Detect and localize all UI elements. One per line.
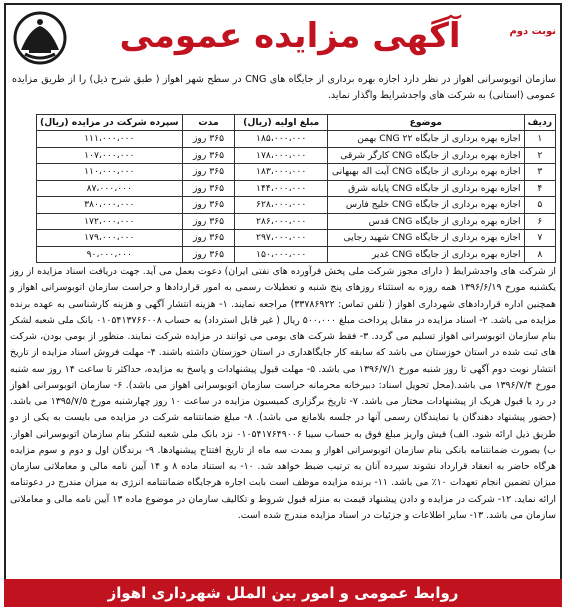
row-deposit: ۳۸۰،۰۰۰،۰۰۰ bbox=[37, 197, 183, 214]
row-subject: اجازه بهره برداری از جایگاه CNG ۲۲ بهمن bbox=[327, 131, 524, 148]
row-base-price: ۱۵۰،۰۰۰،۰۰۰ bbox=[235, 246, 327, 263]
header-cell-subject: موضوع bbox=[327, 115, 524, 131]
row-index: ۲ bbox=[524, 147, 555, 164]
terms-paragraph: از شرکت های واجدشرایط ( دارای مجوز شرکت ملی پخش فرآورده های نفتی ایران) دعوت بعمل می آید. جهت دریافت اسناد مزایده از روز یکشنبه مورخ ۱۳۹۶/۶/۱۹ همه روزه به استثناء روزهای پنج شنبه و تعطیلات رسمی به امور قراردادها و حراست سازمان اتوبوسرانی اهواز و همچنین اداره قراردادهای شهرداری اهواز ( تلفن تماس: ۳۳۷۸۶۹۲۲) مراجعه نمایند. ۱- هزینه انتشار آگهی و هزینه کارشناسی به عهده برنده مزایده می باشد. ۲- اسناد مزایده در مقابل پرداخت مبلغ ۵۰۰،۰۰۰ ریال ( غیر قابل استرداد) به حساب ۰۱۰۵۴۱۳۷۶۶۰۰۸ بانک ملی شعبه لشکر بنام سازمان اتوبوسرانی اهواز تسلیم می گردد. ۳- فقط شرکت های بومی می توانند در مزایده شرکت نمایند. منظور از بومی بودن، شرکت های ثبت شده در استان خوزستان می باشد که سابقه کار جایگاهداری در استان خوزستان داشته باشند. ۴- مهلت فروش اسناد مزایده از تاریخ انتشار نوبت دوم آگهی تا روز شنبه مورخ ۱۳۹۶/۷/۱ می باشد. ۵- مهلت قبول پیشنهادات و پاسخ به مزایده، حداکثر تا ساعت ۱۴ روز سه شنبه مورخ ۱۳۹۶/۷/۴ می باشد.(محل تحویل اسناد: دبیرخانه محرمانه حراست سازمان اتوبوسرانی اهواز می باشد). ۶- سازمان اتوبوسرانی اهواز در رد یا قبول هریک از پیشنهادات مختار می باشد. ۷- تاریخ برگزاری کمیسیون مزایده در ساعت ۱۰ روز چهارشنبه مورخ ۱۳۹۵/۷/۵ می باشد. (حضور پیشنهاد دهندگان یا نمایندگان رسمی آنها در جلسه بلامانع می باشد). ۸- مبلغ ضمانتنامه شرکت در مزایده می بایست به یکی از دو طریق ذیل ارائه شود. الف) فیش واریز مبلغ فوق به حساب سیبا ۰۱۰۵۴۱۷۶۴۹۰۰۶ نزد بانک ملی شعبه لشکر بنام سازمان اتوبوسرانی اهواز. ب) بصورت ضمانتنامه بانکی بنام سازمان اتوبوسرانی اهواز و بمدت سه ماه از تاریخ افتتاح پیشنهادها. ۹- برندگان اول و دوم و سوم مزایده هرگاه حاضر به انعقاد قرارداد نشوند سپرده آنان به ترتیب ضبط خواهد شد. ۱۰- به استناد ماده ۸ و ۱۴ آیین نامه مالی و معاملاتی سازمان میزان تضمین انجام تعهدات ۱۰٪ می باشد. ۱۱- برنده مزایده موظف است بابت اجاره هرجایگاه ضمانتنامه انرژی به میزان مندرج در دعوتنامه ارائه نماید. ۱۲- شرکت در مزایده و دادن پیشنهاد قیمت به منزله قبول شروط و تکالیف سازمان در موضوع ماده ۱۳ آیین نامه مالی و معاملاتی سازمان می باشد. ۱۳- سایر اطلاعات و جزئیات در اسناد مزایده مندرج شده است. bbox=[10, 266, 557, 521]
row-duration: ۳۶۵ روز bbox=[182, 131, 235, 148]
municipality-emblem-icon bbox=[9, 10, 71, 66]
row-duration: ۳۶۵ روز bbox=[182, 246, 235, 263]
row-subject: اجازه بهره برداری از جایگاه CNG غدیر bbox=[327, 246, 524, 263]
row-index: ۷ bbox=[524, 230, 555, 247]
table-row bbox=[37, 230, 556, 247]
row-base-price: ۲۹۷،۰۰۰،۰۰۰ bbox=[235, 230, 327, 247]
table-header-row bbox=[37, 115, 556, 131]
row-duration: ۳۶۵ روز bbox=[182, 180, 235, 197]
row-deposit: ۱۰۷،۰۰۰،۰۰۰ bbox=[37, 147, 183, 164]
row-deposit: ۱۷۹،۰۰۰،۰۰۰ bbox=[37, 230, 183, 247]
header-cell-base-price: مبلغ اولیه (ریال) bbox=[235, 115, 327, 131]
table-row bbox=[37, 197, 556, 214]
row-duration: ۳۶۵ روز bbox=[182, 230, 235, 247]
row-base-price: ۱۴۴،۰۰۰،۰۰۰ bbox=[235, 180, 327, 197]
table-row bbox=[37, 246, 556, 263]
row-duration: ۳۶۵ روز bbox=[182, 213, 235, 230]
row-subject: اجازه بهره برداری از جایگاه CNG قدس bbox=[327, 213, 524, 230]
row-deposit: ۸۷،۰۰۰،۰۰۰ bbox=[37, 180, 183, 197]
header-cell-index: ردیف bbox=[524, 115, 555, 131]
table-row bbox=[37, 180, 556, 197]
row-duration: ۳۶۵ روز bbox=[182, 197, 235, 214]
row-index: ۶ bbox=[524, 213, 555, 230]
row-subject: اجازه بهره برداری از جایگاه CNG آیت اله بهبهانی bbox=[327, 164, 524, 181]
row-index: ۱ bbox=[524, 131, 555, 148]
row-subject: اجازه بهره برداری از جایگاه CNG شهید رجایی bbox=[327, 230, 524, 247]
row-duration: ۳۶۵ روز bbox=[182, 164, 235, 181]
row-base-price: ۱۸۳،۰۰۰،۰۰۰ bbox=[235, 164, 327, 181]
row-deposit: ۱۱۰،۰۰۰،۰۰۰ bbox=[37, 164, 183, 181]
footer-banner: روابط عمومی و امور بین الملل شهرداری اهواز bbox=[4, 579, 562, 607]
page-title: آگهی مزایده عمومی bbox=[119, 16, 461, 56]
row-index: ۴ bbox=[524, 180, 555, 197]
row-subject: اجازه بهره برداری از جایگاه CNG خلیج فارس bbox=[327, 197, 524, 214]
row-index: ۳ bbox=[524, 164, 555, 181]
table-row bbox=[37, 213, 556, 230]
row-base-price: ۲۸۶،۰۰۰،۰۰۰ bbox=[235, 213, 327, 230]
row-deposit: ۱۷۲،۰۰۰،۰۰۰ bbox=[37, 213, 183, 230]
table-row bbox=[37, 164, 556, 181]
row-subject: اجازه بهره برداری از جایگاه CNG پایانه شرق bbox=[327, 180, 524, 197]
row-base-price: ۱۷۸،۰۰۰،۰۰۰ bbox=[235, 147, 327, 164]
row-subject: اجازه بهره برداری از جایگاه CNG کارگر شرقی bbox=[327, 147, 524, 164]
table-row bbox=[37, 147, 556, 164]
edition-label: نوبت دوم bbox=[509, 26, 556, 37]
table-row bbox=[37, 131, 556, 148]
header-cell-duration: مدت bbox=[182, 115, 235, 131]
header-cell-deposit: سپرده شرکت در مزایده (ریال) bbox=[37, 115, 183, 131]
row-base-price: ۱۸۵،۰۰۰،۰۰۰ bbox=[235, 131, 327, 148]
row-index: ۸ bbox=[524, 246, 555, 263]
row-base-price: ۶۲۸،۰۰۰،۰۰۰ bbox=[235, 197, 327, 214]
row-deposit: ۱۱۱،۰۰۰،۰۰۰ bbox=[37, 131, 183, 148]
row-duration: ۳۶۵ روز bbox=[182, 147, 235, 164]
intro-paragraph: سازمان اتوبوسرانی اهواز در نظر دارد اجازه بهره برداری از جایگاه های CNG در سطح شهر اهواز ( طبق شرح ذیل) را از طریق مزایده عمومی (استانی) به شرکت های واجدشرایط واگذار نماید. bbox=[12, 74, 556, 101]
auction-table bbox=[36, 114, 556, 263]
row-index: ۵ bbox=[524, 197, 555, 214]
row-deposit: ۹۰،۰۰۰،۰۰۰ bbox=[37, 246, 183, 263]
